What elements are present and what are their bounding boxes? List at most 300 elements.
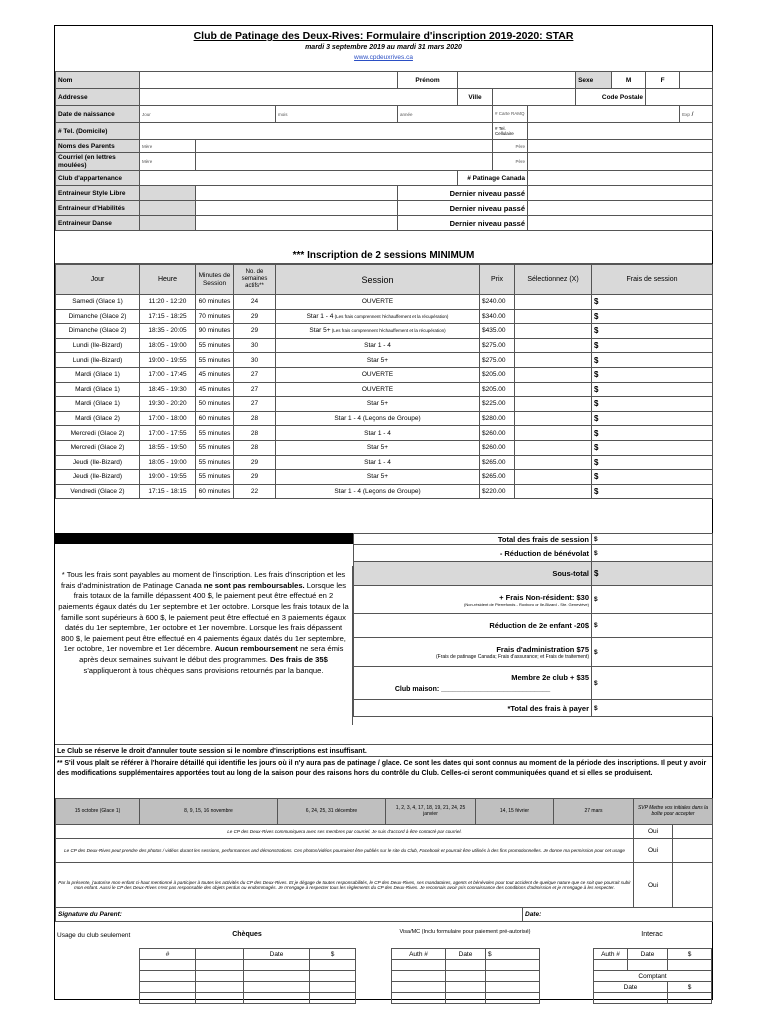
session-name-text: Star 1 - 4 (Leçons de Groupe) [334, 488, 421, 496]
session-name-text: Star 5+ [366, 473, 389, 481]
session-minutes-text: 60 minutes [198, 415, 231, 423]
non-resident-value[interactable]: $ [592, 586, 713, 614]
no-ice-dates [55, 798, 712, 825]
session-name [276, 397, 480, 412]
payment-text-3b: Des frais de 35$ [269, 655, 328, 664]
label-pere: Père [515, 143, 526, 149]
session-select-box[interactable] [515, 397, 592, 412]
session-row [56, 455, 713, 470]
session-prix [480, 382, 515, 397]
session-semaines-text: 29 [250, 458, 259, 466]
label-cheques: Chèques [232, 931, 262, 938]
session-row [56, 440, 713, 455]
sexe-m-option[interactable]: M [612, 72, 646, 89]
session-minutes [196, 382, 234, 397]
patinage-canada-field[interactable] [528, 171, 713, 186]
session-prix-text: $265.00 [482, 473, 506, 481]
session-row [56, 353, 713, 368]
tel-domicile-field[interactable] [140, 123, 493, 140]
payment-text-1: * Tous les frais sont payables au moment de l'inscription. Les frais d'inscription et les frais d'administration de Patinage Canada [60, 570, 346, 590]
session-select-box[interactable] [515, 295, 592, 310]
label-entraineur-style-libre: Entraineur Style Libre [56, 186, 140, 201]
session-prix [480, 295, 515, 310]
session-jour-text: Lundi (Ile-Bizard) [72, 342, 123, 350]
consent-oui: Oui [634, 863, 673, 908]
session-semaines [234, 470, 276, 485]
comptant-col-date: Date [594, 982, 668, 993]
session-fee-field[interactable]: $ [592, 455, 713, 470]
form-header [55, 30, 712, 61]
label-mere: Mère [142, 143, 153, 149]
total-payer-value[interactable]: $ [592, 700, 713, 717]
session-name-text: Star 1 - 4 [364, 458, 391, 466]
visa-cell[interactable] [446, 960, 486, 971]
no-ice-date: 15 octobre (Glace 1) [56, 799, 140, 825]
session-heure-text: 19:00 - 19:55 [148, 356, 187, 364]
session-row [56, 397, 713, 412]
label-mere-courriel: Mère [142, 159, 153, 164]
visa-cell[interactable] [486, 993, 540, 1004]
session-minutes [196, 353, 234, 368]
no-ice-date: 6, 24, 25, 31 décembre [278, 799, 386, 825]
session-semaines-text: 27 [250, 385, 259, 393]
visa-cell[interactable] [446, 993, 486, 1004]
session-jour [56, 353, 140, 368]
visa-cell[interactable] [392, 982, 446, 993]
session-jour [56, 309, 140, 324]
session-jour [56, 455, 140, 470]
cheque-cell[interactable] [196, 993, 244, 1004]
cheque-col-amount: $ [310, 949, 356, 960]
placeholder-exp: Exp [682, 111, 690, 117]
session-fee-field[interactable]: $ [592, 338, 713, 353]
session-minutes [196, 309, 234, 324]
session-semaines-text: 29 [250, 327, 259, 335]
form-title: Club de Patinage des Deux-Rives: Formulaire d'inscription 2019-2020: STAR [193, 30, 574, 42]
session-prix [480, 309, 515, 324]
session-fee-field[interactable]: $ [592, 411, 713, 426]
consent-text: Le CP des Deux-Rives communiquera avec ses membres par courriel. Je suis d'accord à être contacté par courriel. [56, 825, 634, 839]
session-name [276, 455, 480, 470]
label-comptant: Comptant [594, 971, 712, 982]
club-field[interactable] [140, 171, 458, 186]
cheque-cell[interactable] [196, 971, 244, 982]
session-semaines [234, 411, 276, 426]
label-entraineur-habiletes: Entraineur d'Habilités [56, 201, 140, 216]
session-name [276, 338, 480, 353]
session-minutes [196, 426, 234, 441]
pere-name-field[interactable] [528, 140, 713, 153]
session-heure-text: 18:05 - 19:00 [148, 458, 187, 466]
session-jour-text: Mardi (Glace 1) [75, 385, 120, 393]
session-minutes-text: 55 minutes [198, 356, 231, 364]
session-name-text: Star 5+ [309, 327, 331, 335]
session-heure [140, 309, 196, 324]
benevolat-value[interactable]: $ [592, 545, 713, 562]
session-prix-text: $205.00 [482, 371, 506, 379]
sous-total-value[interactable]: $ [592, 562, 713, 586]
session-name-text: Star 1 - 4 (Leçons de Groupe) [334, 415, 421, 423]
session-jour-text: Mercredi (Glace 2) [70, 429, 125, 437]
session-heure [140, 455, 196, 470]
cheque-cell[interactable] [196, 960, 244, 971]
consent-initials-box[interactable] [673, 863, 713, 908]
session-jour-text: Mercredi (Glace 2) [70, 444, 125, 452]
member-info-section [55, 71, 712, 231]
label-membre-2e: Membre 2e club + $35 [511, 673, 589, 682]
session-prix [480, 367, 515, 382]
session-jour-text: Mardi (Glace 1) [75, 371, 120, 379]
label-interac: Interac [641, 931, 663, 938]
signature-parent-field[interactable] [56, 908, 523, 922]
session-prix-text: $260.00 [482, 444, 506, 452]
visa-cell[interactable] [486, 960, 540, 971]
session-minutes [196, 338, 234, 353]
cheque-cell[interactable] [310, 993, 356, 1004]
session-fee-field[interactable]: $ [592, 484, 713, 499]
session-select-box[interactable] [515, 455, 592, 470]
session-semaines-text: 22 [250, 488, 259, 496]
sexe-f-option[interactable]: F [646, 72, 680, 89]
cheque-cell[interactable] [140, 971, 196, 982]
club-website-link[interactable]: www.cpdeuxrives.ca [354, 54, 413, 61]
session-prix-text: $240.00 [482, 298, 506, 306]
session-minutes [196, 470, 234, 485]
cheque-cell[interactable] [244, 971, 310, 982]
session-semaines-text: 29 [250, 312, 259, 320]
session-fee-field[interactable]: $ [592, 426, 713, 441]
session-select-box[interactable] [515, 440, 592, 455]
admin-note: (Frais de patinage Canada; Frais d'assurance; et Frais de traitement) [436, 653, 589, 660]
session-jour [56, 411, 140, 426]
visa-cell[interactable] [486, 971, 540, 982]
cheque-cell[interactable] [140, 960, 196, 971]
session-semaines [234, 324, 276, 339]
entraineur-habiletes-field[interactable] [196, 201, 398, 216]
signature-section [55, 907, 712, 922]
label-signature-date: Date: [525, 911, 542, 918]
col-session: Session [276, 265, 480, 295]
session-heure [140, 324, 196, 339]
session-heure [140, 411, 196, 426]
no-ice-date: 14, 15 février [476, 799, 554, 825]
sessions-table [55, 264, 713, 499]
payment-text-2: Lorsque les frais totaux de la famille dépassent 400 $, le paiement peut être effectué en 2 paiements égaux datés du 1er septembre et 1er octobre. Lorsque les frais totaux de la famille sont supérieurs à 600 $, le paiement peut être effectué en 3 paiements égaux datés du 1er septembre, 1er octobre et 1er novembre. Lorsque les frais dépassent 800 $, le paiement peut être effectué en 4 paiements égaux datés du 1er septembre, 1er octobre, 1er novembre et 1er décembre. [58, 580, 349, 654]
cheque-cell[interactable] [244, 993, 310, 1004]
label-tel-domicile: # Tel. (Domicile) [56, 123, 140, 140]
session-fee-field[interactable]: $ [592, 397, 713, 412]
session-heure [140, 382, 196, 397]
session-jour [56, 484, 140, 499]
session-jour-text: Jeudi (Ile-Bizard) [72, 458, 123, 466]
session-row [56, 309, 713, 324]
consent-text: Le CP des Deux-Rives peut prendre des photos / vidéos durant les sessions, performances and démonstrations. Ces photos/vidéos pourraient être publiés sur le site du Club, Facebook et pourrait être utilisés à des fins promotionnelles. Je donne ma permission pour cet usage [56, 839, 634, 863]
session-fee-field[interactable]: $ [592, 470, 713, 485]
session-prix [480, 440, 515, 455]
black-bar [55, 533, 353, 544]
session-minutes [196, 295, 234, 310]
session-semaines-text: 30 [250, 356, 259, 364]
club-maison-field[interactable]: Club maison: ____________________________ [394, 686, 551, 693]
session-select-box[interactable] [515, 367, 592, 382]
code-postale-field[interactable] [646, 89, 713, 106]
comptant-cell[interactable] [594, 993, 668, 1004]
session-name [276, 484, 480, 499]
session-heure-text: 18:35 - 20:05 [148, 327, 187, 335]
session-semaines-text: 29 [250, 473, 259, 481]
session-prix-text: $220.00 [482, 488, 506, 496]
session-select-box[interactable] [515, 470, 592, 485]
visa-col-amount: $ [486, 949, 540, 960]
label-carte-ramq: # Carte RAMQ [493, 106, 528, 123]
naissance-annee-field[interactable] [398, 106, 493, 123]
session-jour-text: Mardi (Glace 2) [75, 415, 120, 423]
session-prix [480, 484, 515, 499]
session-prix-text: $280.00 [482, 415, 506, 423]
session-name [276, 382, 480, 397]
ville-field[interactable] [493, 89, 576, 106]
session-jour [56, 426, 140, 441]
session-name [276, 309, 480, 324]
col-semaines: No. de semaines actifs** [234, 265, 276, 295]
session-select-box[interactable] [515, 324, 592, 339]
visa-cell[interactable] [446, 982, 486, 993]
session-select-box[interactable] [515, 484, 592, 499]
session-jour-text: Vendredi (Glace 2) [70, 488, 125, 496]
label-sous-total: Sous-total [354, 562, 592, 586]
payment-text-3: ne sera émis après deux semaines suivant le début des programmes. [79, 644, 344, 664]
consent-oui: Oui [634, 839, 673, 863]
prenom-field[interactable] [458, 72, 576, 89]
interac-cell[interactable] [668, 960, 712, 971]
session-jour-text: Samedi (Glace 1) [72, 298, 123, 306]
session-semaines-text: 28 [250, 415, 259, 423]
session-select-box[interactable] [515, 338, 592, 353]
session-minutes [196, 397, 234, 412]
label-reduction-2e: Réduction de 2e enfant -20$ [354, 614, 592, 638]
session-jour [56, 382, 140, 397]
session-row [56, 324, 713, 339]
session-select-box[interactable] [515, 309, 592, 324]
interac-col-amount: $ [668, 949, 712, 960]
session-prix-text: $435.00 [482, 327, 506, 335]
session-minutes-text: 45 minutes [198, 385, 231, 393]
notice-annulation: Le Club se réserve le droit d'annuler toute session si le nombre d'inscriptions est insuffisant. [55, 744, 712, 757]
session-select-box[interactable] [515, 353, 592, 368]
session-prix [480, 426, 515, 441]
session-minutes [196, 324, 234, 339]
season-dates: mardi 3 septembre 2019 au mardi 31 mars 2020 [305, 44, 462, 51]
session-semaines-text: 30 [250, 342, 259, 350]
cheque-cell[interactable] [140, 982, 196, 993]
session-row [56, 338, 713, 353]
adresse-field[interactable] [140, 89, 458, 106]
tel-cellulaire-field[interactable] [528, 123, 713, 140]
admin-value[interactable]: $ [592, 638, 713, 667]
session-semaines-text: 28 [250, 429, 259, 437]
cheque-cell[interactable] [310, 982, 356, 993]
pere-email-field[interactable] [528, 153, 713, 171]
col-selectionnez: Sélectionnez (X) [515, 265, 592, 295]
session-fee-field[interactable]: $ [592, 353, 713, 368]
session-jour [56, 440, 140, 455]
label-prenom: Prénom [398, 72, 458, 89]
label-courriel: Courriel (en lettres moulées) [56, 153, 140, 171]
session-minutes-text: 45 minutes [198, 371, 231, 379]
interac-cell[interactable] [594, 960, 628, 971]
visa-cell[interactable] [392, 960, 446, 971]
session-prix [480, 338, 515, 353]
session-note: (Les frais comprennent l'échauffement et la récupération) [331, 328, 446, 334]
session-semaines [234, 426, 276, 441]
placeholder-jour: Jour [142, 111, 151, 117]
cheque-cell[interactable] [310, 960, 356, 971]
session-semaines [234, 397, 276, 412]
session-minutes-text: 70 minutes [198, 312, 231, 320]
reduction-2e-value[interactable]: $ [592, 614, 713, 638]
visa-col-date: Date [446, 949, 486, 960]
session-prix [480, 411, 515, 426]
session-row [56, 295, 713, 310]
session-name-text: Star 5+ [366, 444, 389, 452]
label-sexe: Sexe [576, 72, 612, 89]
session-row [56, 470, 713, 485]
cheque-cell[interactable] [196, 982, 244, 993]
session-name [276, 367, 480, 382]
session-semaines-text: 27 [250, 371, 259, 379]
session-select-box[interactable] [515, 411, 592, 426]
label-total-payer: *Total des frais à payer [354, 700, 592, 717]
mere-name-field[interactable] [196, 140, 493, 153]
session-name-text: Star 1 - 4 [306, 312, 334, 320]
visa-cell[interactable] [486, 982, 540, 993]
label-benevolat: - Réduction de bénévolat [354, 545, 592, 562]
label-adresse: Addresse [56, 89, 140, 106]
session-fee-field[interactable]: $ [592, 309, 713, 324]
session-name-text: Star 5+ [366, 400, 389, 408]
label-club-use: Usage du club seulement [57, 932, 131, 939]
label-club: Club d'appartenance [56, 171, 140, 186]
dernier-niveau-3-field[interactable] [528, 216, 713, 231]
label-total-session: Total des frais de session [354, 534, 592, 545]
visa-table [391, 926, 539, 1004]
session-heure-text: 17:00 - 18:00 [148, 415, 187, 423]
col-minutes: Minutes de Session [196, 265, 234, 295]
entraineur-style-libre-field[interactable] [196, 186, 398, 201]
session-jour [56, 367, 140, 382]
label-patinage-canada: # Patinage Canada [458, 171, 528, 186]
dernier-niveau-1-field[interactable] [528, 186, 713, 201]
session-row [56, 484, 713, 499]
consent-initials-box[interactable] [673, 839, 713, 863]
total-session-value[interactable]: $ [592, 534, 713, 545]
label-admin: Frais d'administration $75 [496, 644, 589, 654]
cheque-cell[interactable] [244, 960, 310, 971]
session-fee-field[interactable]: $ [592, 382, 713, 397]
label-code-postale: Code Postale [576, 89, 646, 106]
no-ice-date: 8, 9, 15, 16 novembre [140, 799, 278, 825]
session-heure-text: 17:15 - 18:25 [148, 312, 187, 320]
membre-2e-value[interactable]: $ [592, 667, 713, 700]
session-minutes-text: 90 minutes [198, 327, 231, 335]
cheque-col-number: # [140, 949, 196, 960]
mere-email-field[interactable] [196, 153, 493, 171]
visa-cell[interactable] [392, 971, 446, 982]
session-fee-field[interactable]: $ [592, 295, 713, 310]
ramq-exp-field[interactable] [680, 106, 713, 123]
session-name [276, 426, 480, 441]
col-heure: Heure [140, 265, 196, 295]
session-minutes-text: 55 minutes [198, 429, 231, 437]
label-dernier-niveau-2: Dernier niveau passé [398, 201, 528, 216]
consent-initials-box[interactable] [673, 825, 713, 839]
session-semaines [234, 440, 276, 455]
cheque-cell[interactable] [310, 971, 356, 982]
session-select-box[interactable] [515, 426, 592, 441]
session-prix [480, 470, 515, 485]
label-parents: Noms des Parents [56, 140, 140, 153]
session-name-text: OUVERTE [361, 298, 394, 306]
label-pere-courriel: Père [515, 159, 526, 164]
cheque-cell[interactable] [244, 982, 310, 993]
label-ville: Ville [458, 89, 493, 106]
session-prix [480, 353, 515, 368]
label-date-naissance: Date de naissance [56, 106, 140, 123]
session-jour [56, 338, 140, 353]
session-semaines-text: 27 [250, 400, 259, 408]
label-visa: Visa/MC (Inclu formulaire pour paiement pré-autorisé) [399, 929, 531, 935]
session-row [56, 411, 713, 426]
payment-conditions [55, 566, 353, 725]
session-name [276, 440, 480, 455]
session-name [276, 295, 480, 310]
session-fee-field[interactable]: $ [592, 324, 713, 339]
dernier-niveau-2-field[interactable] [528, 201, 713, 216]
signature-date-field[interactable] [523, 908, 713, 922]
session-heure [140, 484, 196, 499]
session-minutes [196, 455, 234, 470]
label-nom: Nom [56, 72, 140, 89]
cheque-cell[interactable] [140, 993, 196, 1004]
interac-table [593, 926, 711, 1004]
session-minutes-text: 55 minutes [198, 444, 231, 452]
label-entraineur-danse: Entraineur Danse [56, 216, 140, 231]
session-jour-text: Jeudi (Ile-Bizard) [72, 473, 123, 481]
visa-cell[interactable] [446, 971, 486, 982]
session-heure-text: 19:30 - 20:20 [148, 400, 187, 408]
session-jour-text: Dimanche (Glace 2) [68, 312, 127, 320]
entraineur-danse-field[interactable] [196, 216, 398, 231]
naissance-mois-field[interactable] [276, 106, 398, 123]
nom-field[interactable] [140, 72, 398, 89]
placeholder-annee: année [400, 111, 413, 117]
comptant-col-amount: $ [668, 982, 712, 993]
naissance-jour-field[interactable] [140, 106, 276, 123]
session-minutes-text: 55 minutes [198, 473, 231, 481]
carte-ramq-field[interactable] [528, 106, 680, 123]
cheques-table [139, 926, 355, 1004]
session-prix-text: $260.00 [482, 429, 506, 437]
session-fee-field[interactable]: $ [592, 367, 713, 382]
label-signature: Signature du Parent: [58, 911, 122, 918]
session-heure [140, 295, 196, 310]
interac-cell[interactable] [628, 960, 668, 971]
comptant-cell[interactable] [668, 993, 712, 1004]
interac-col-auth: Auth # [594, 949, 628, 960]
visa-cell[interactable] [392, 993, 446, 1004]
session-fee-field[interactable]: $ [592, 440, 713, 455]
session-select-box[interactable] [515, 382, 592, 397]
